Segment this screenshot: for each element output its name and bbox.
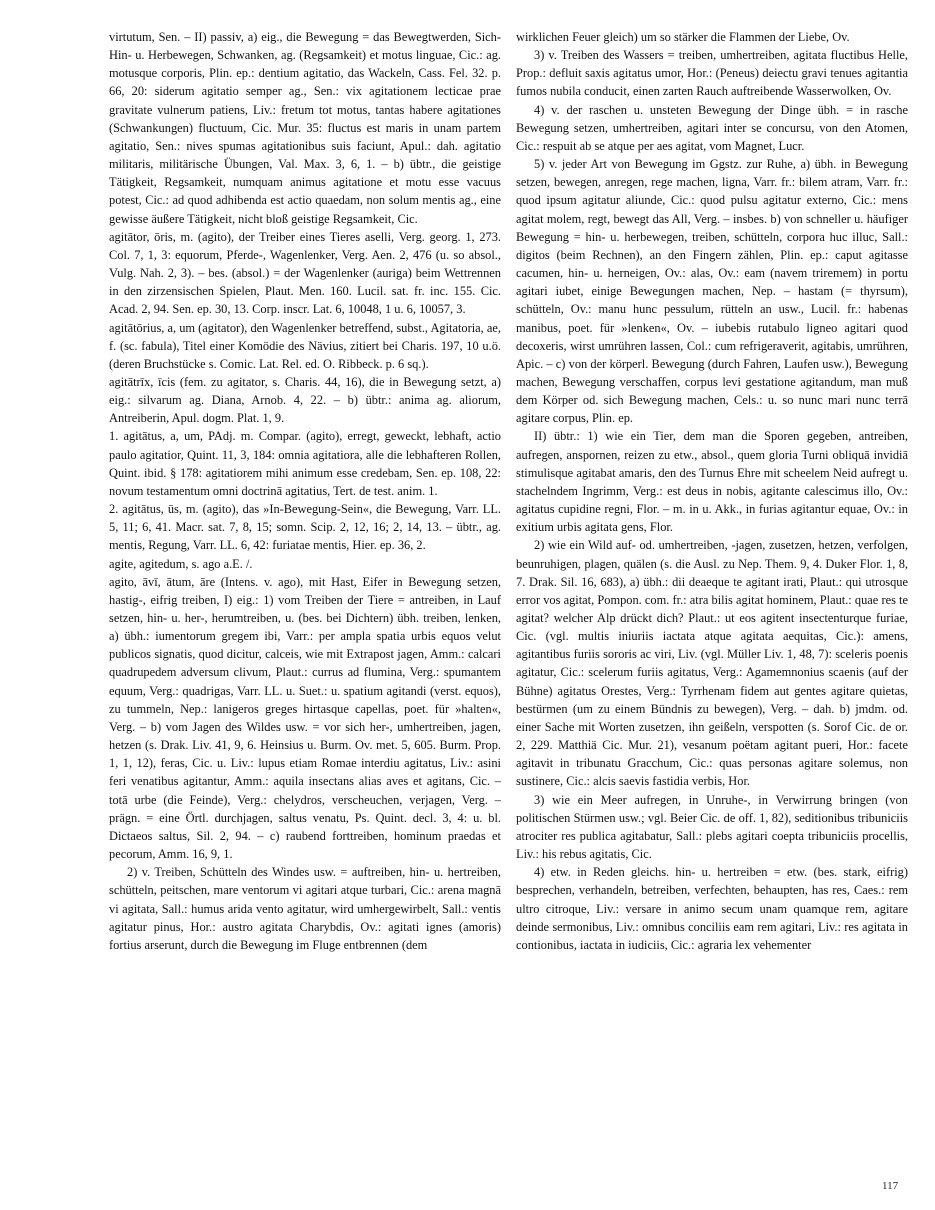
entry-agito-sense-2-cont: wirklichen Feuer gleich) um so stärker die Flammen der Liebe, Ov. bbox=[516, 30, 850, 44]
entry-agito: agito, āvī, ātum, āre (Intens. v. ago), mit Hast, Eifer in Bewegung setzen, hastig-, eifrig treiben, I) eig.: 1) vom Treiben der Tiere = antreiben, in Lauf setzen, hin- u. her-, herumtreiben, u. (bes. bei Dichtern) übh. treiben, lenken, a) übh.: iumentorum gregem ibi, Varr.: per ampla spatia urbis equos velut publicos signatis, quod dicitur, calceis, wie mit Extrapost jagen, Amm.: calcari quadrupedem adversum clivum, Plaut.: currus ad flumina, Verg.: spumantem equum, Verg.: quadrigas, Varr. LL. u. Suet.: u. spatium agitandi (verst. equos), zu tummeln, Nep.: lanigeros greges hirtasque capellas, poet. für »halten«, Verg. – b) vom Jagen des Wildes usw. = vor sich her-, umhertreiben, jagen, hetzen (s. Drak. Liv. 41, 9, 6. Heinsius u. Burm. Ov. met. 5, 605. Burm. Prop. 1, 1, 12), feras, Cic. u. Liv.: lupus etiam Romae interdiu agitatus, Liv.: asini feri venatibus agitantur, Amm.: aquila insectans alias aves et agitans, Cic. – totā urbe (die Feinde), Verg.: chelydros, verscheuchen, verjagen, Verg. – prägn. = eine Örtl. durchjagen, saltus venatu, Ps. Quint. decl. 3, 4: u. bl. Dictaeos saltus, Sil. 2, 94. – c) raubend forttreiben, hominum praedas et pecorum, Amm. 16, 9, 1. bbox=[109, 574, 501, 862]
entry-agito-ii-3: 3) wie ein Meer aufregen, in Unruhe-, in Verwirrung bringen (von politischen Stürmen usw.; vgl. Beier Cic. de off. 1, 82), seditionibus tribuniciis atrociter res publica agitabatur, Sall.: plebs agitari coepta tribuniciis procellis, Liv.: his rebus agitatis, Cic. bbox=[516, 792, 908, 862]
entry-agitatio-cont: virtutum, Sen. – II) passiv, a) eig., die Bewegung = das Bewegtwerden, Sich- Hin- u. Herbewegen, Schwanken, ag. (Regsamkeit) et motus linguae, Cic.: ag. motusque corporis, Plin. ep.: dentium agitatio, das Wackeln, Cass. Fel. 32. p. 66, 20: siderum agitatio semper ag., Sen.: vix agitationem lecticae prae gravitate vulnerum patiens, Liv.: fretum tot motus, tantas habere agitationes (Schwankungen) fluctuum, Cic. Mur. 35: fluctus est maris in unam partem agitatio, Sen.: nives spumas agitationibus suis faciunt, Apul.: dah. agitatio militaris, militärische Übungen, Val. Max. 3, 6, 1. – b) übtr., die geistige Tätigkeit, Regsamkeit, numquam animus agitatione et motu esse vacuus potest, Cic.: ad quod adhibenda est actio quaedam, non solum mentis ag., eine gewisse äußere Tätigkeit, nicht bloß geistige Regsamkeit, Cic. bbox=[109, 30, 501, 226]
entry-agitator: agitātor, ōris, m. (agito), der Treiber eines Tieres aselli, Verg. georg. 1, 273. Col. 7, 1, 3: equorum, Pferde-, Wagenlenker, Verg. Aen. 2, 476 (u. so absol., Vulg. Nah. 2, 3). – bes. (absol.) = der Wagenlenker (auriga) beim Wettrennen in den zirzensischen Spielen, Plaut. Men. 160. Lucil. sat. fr. inc. 155. Cic. Acad. 2, 94. Sen. ep. 30, 13. Corp. inscr. Lat. 6, 10048, 1 u. 6, 10057, 3. bbox=[109, 229, 501, 317]
entry-agitatorius: agitātōrius, a, um (agitator), den Wagenlenker betreffend, subst., Agitatoria, ae, f. (sc. fabula), Titel einer Komödie des Nävius, zitiert bei Charis. 197, 10 u.ö. (deren Bruchstücke s. Comic. Lat. Rel. ed. O. Ribbeck. p. 6 sq.). bbox=[109, 320, 501, 371]
entry-agitatus-2: 2. agitātus, ūs, m. (agito), das »In-Bewegung-Sein«, die Bewegung, Varr. LL. 5, 11; 6, 41. Macr. sat. 7, 8, 15; somn. Scip. 2, 12, 16; 2, 14, 13. – übtr., ag. mentis, Regung, Varr. LL. 6, 42: furiatae mentis, Hier. ep. 36, 2. bbox=[109, 502, 501, 553]
entry-agito-sense-3: 3) v. Treiben des Wassers = treiben, umhertreiben, agitata fluctibus Helle, Prop.: defluit saxis agitatus umor, Hor.: (Peneus) deiectu gravi tenues agitantia fumos nubila conducit, einen zarten Rauch auftreibende Wasserwolken, Ov. bbox=[516, 48, 908, 99]
entry-agito-ii-2: 2) wie ein Wild auf- od. umhertreiben, -jagen, zusetzen, hetzen, verfolgen, beunruhigen, plagen, quälen (s. die Ausl. zu Nep. Them. 9, 4. Duker Flor. 1, 8, 7. Drak. Sil. 16, 683), a) übh.: dii deaeque te agitant irati, Plaut.: qui utrosque error vos agitat, Pompon. com. fr.: atra bilis agitat hominem, Plaut.: quae res te agitat? welcher Alp drückt dich? Plaut.: ut eos agitent insectenturque furiae, Cic. (vgl. multis iniuriis iactata atque agitata aequitas, Cic.): amens, agitantibus furiis sororis ac viri, Liv. (vgl. Müller Liv. 1, 48, 7): sceleris poenis agitatur, Cic.: scelerum furiis agitatus, Verg.: Agamemnonius scaenis (auf der Bühne) agitatus Orestes, Verg.: Tyrrhenam fidem aut gentes agitare quietas, bestürmen (um zu einem Bündnis zu bewegen), Verg. – dah. b) jmdm. od. einer Sache mit Worten zusetzen, ihn geißeln, verspotten (s. Sorof Cic. de or. 2, 229. Matthiä Cic. Mur. 21), vesanum poëtam agitant pueri, Hor.: facete agitavit in tribunatu Gracchum, Cic.: quas personas agitare solemus, non sustinere, Cic.: alcis saevis fastidia verbis, Hor. bbox=[516, 538, 908, 789]
entry-agitatrix: agitātrīx, īcis (fem. zu agitator, s. Charis. 44, 16), die in Bewegung setzt, a) eig.: silvarum ag. Diana, Arnob. 4, 22. – b) übtr.: anima ag. aliorum, Antreiberin, Apul. dogm. Plat. 1, 9. bbox=[109, 374, 501, 426]
left-column bbox=[109, 28, 501, 954]
entry-agito-ii-1: II) übtr.: 1) wie ein Tier, dem man die Sporen gegeben, antreiben, aufregen, anspornen, reizen zu etw., absol., quem gloria Turni obliquā invidiā stimulisque agitabat amaris, den des Turnus Ehre mit scheelem Neid aufregt u. stachelndem Ingrimm, Verg.: est deus in nobis, agitante calescimus illo, Ov.: agitatus cupidine regni, Flor. – m. in u. Akk., in furias agitantur equae, Ov.: in exitium urbis agitata gens, Flor. bbox=[516, 429, 908, 535]
entry-agito-ii-4: 4) etw. in Reden gleichs. hin- u. hertreiben = etw. (bes. stark, eifrig) besprechen, verhandeln, betreiben, verfechten, behaupten, has res, Caes.: rem ultro citroque, Liv.: versare in animo secum unam quamque rem, agitare deinde sermonibus, Liv.: omnibus conciliis eam rem agitari, Liv.: res agitata in contionibus, iactata in iudiciis, Cic.: agraria lex vehementer bbox=[516, 865, 908, 952]
entry-agite: agite, agitedum, s. ago a.E. /. bbox=[109, 556, 253, 571]
entry-agitatus-1: 1. agitātus, a, um, PAdj. m. Compar. (agito), erregt, geweckt, lebhaft, actio paulo agitatior, Quint. 11, 3, 184: omnia agitatiora, alle die lebhafteren Rollen, Quint. ibid. § 178: agitatiorem mihi animum esse credebam, Sen. ep. 108, 22: novum testamentum omni doctrinā agitatius, Tert. de test. anim. 1. bbox=[109, 429, 501, 498]
entry-agito-sense-2: 2) v. Treiben, Schütteln des Windes usw. = auftreiben, hin- u. hertreiben, schütteln, peitschen, mare ventorum vi agitari atque turbari, Cic.: arena magnā vi agitata, Sall.: humus arida vento agitatur, wird umhergewirbelt, Sall.: ventis agitatur pinus, Hor.: austro agitata Charybdis, Ov.: agitati ignes (amoris) fortius arserunt, durch die Bewegung im Fluge entbrennen (dem bbox=[109, 865, 501, 952]
right-column bbox=[516, 28, 908, 954]
entry-agito-sense-4: 4) v. der raschen u. unsteten Bewegung der Dinge übh. = in rasche Bewegung setzen, umhertreiben, agitari inter se concursu, von den Atomen, Cic.: respuit ab se atque per aes agitat, vom Magnet, Lucr. bbox=[516, 102, 908, 153]
entry-agito-sense-5: 5) v. jeder Art von Bewegung im Ggstz. zur Ruhe, a) übh. in Bewegung setzen, bewegen, anregen, rege machen, ligna, Varr. fr.: bilem atram, Varr. fr.: quod ipsum agitatur aliunde, Cic.: quod pulsu agitatur externo, Cic.: mens agitat molem, regt, bewegt das All, Verg. – insbes. b) von schneller u. häufiger Bewegung = hin- u. herbewegen, treiben, schütteln, corpora huc illuc, Sall.: digitos (beim Rechnen), an den Fingern zählen, Plin. ep.: caput agitasse cacumen, hin- u. herneigen, Ov.: alas, Ov.: eam (navem triremem) in portu agitari iubet, einige Bewegungen machen, Nep. – hastam (= thyrsum), schütteln, Ov.: manu hunc pessulum, rütteln an usw., Lucil. fr.: habenas manibus, poet. für »lenken«, Ov. – iubebis rutabulo ligneo agitari quod decoxeris, wirst umrühren lassen, Col.: cum refrigeraverit, agitabis, umrühren, Apic. – c) von der körperl. Bewegung (durch Fahren, Laufen usw.), Bewegung machen, Bewegung verschaffen, corpus levi gestatione agitandum, man muß dem Körper od. sich Bewegung machen, Cels.: u. so nunc mari nunc terrā agitare corpus, Plin. ep. bbox=[516, 157, 908, 426]
page-number: 117 bbox=[882, 1180, 899, 1192]
